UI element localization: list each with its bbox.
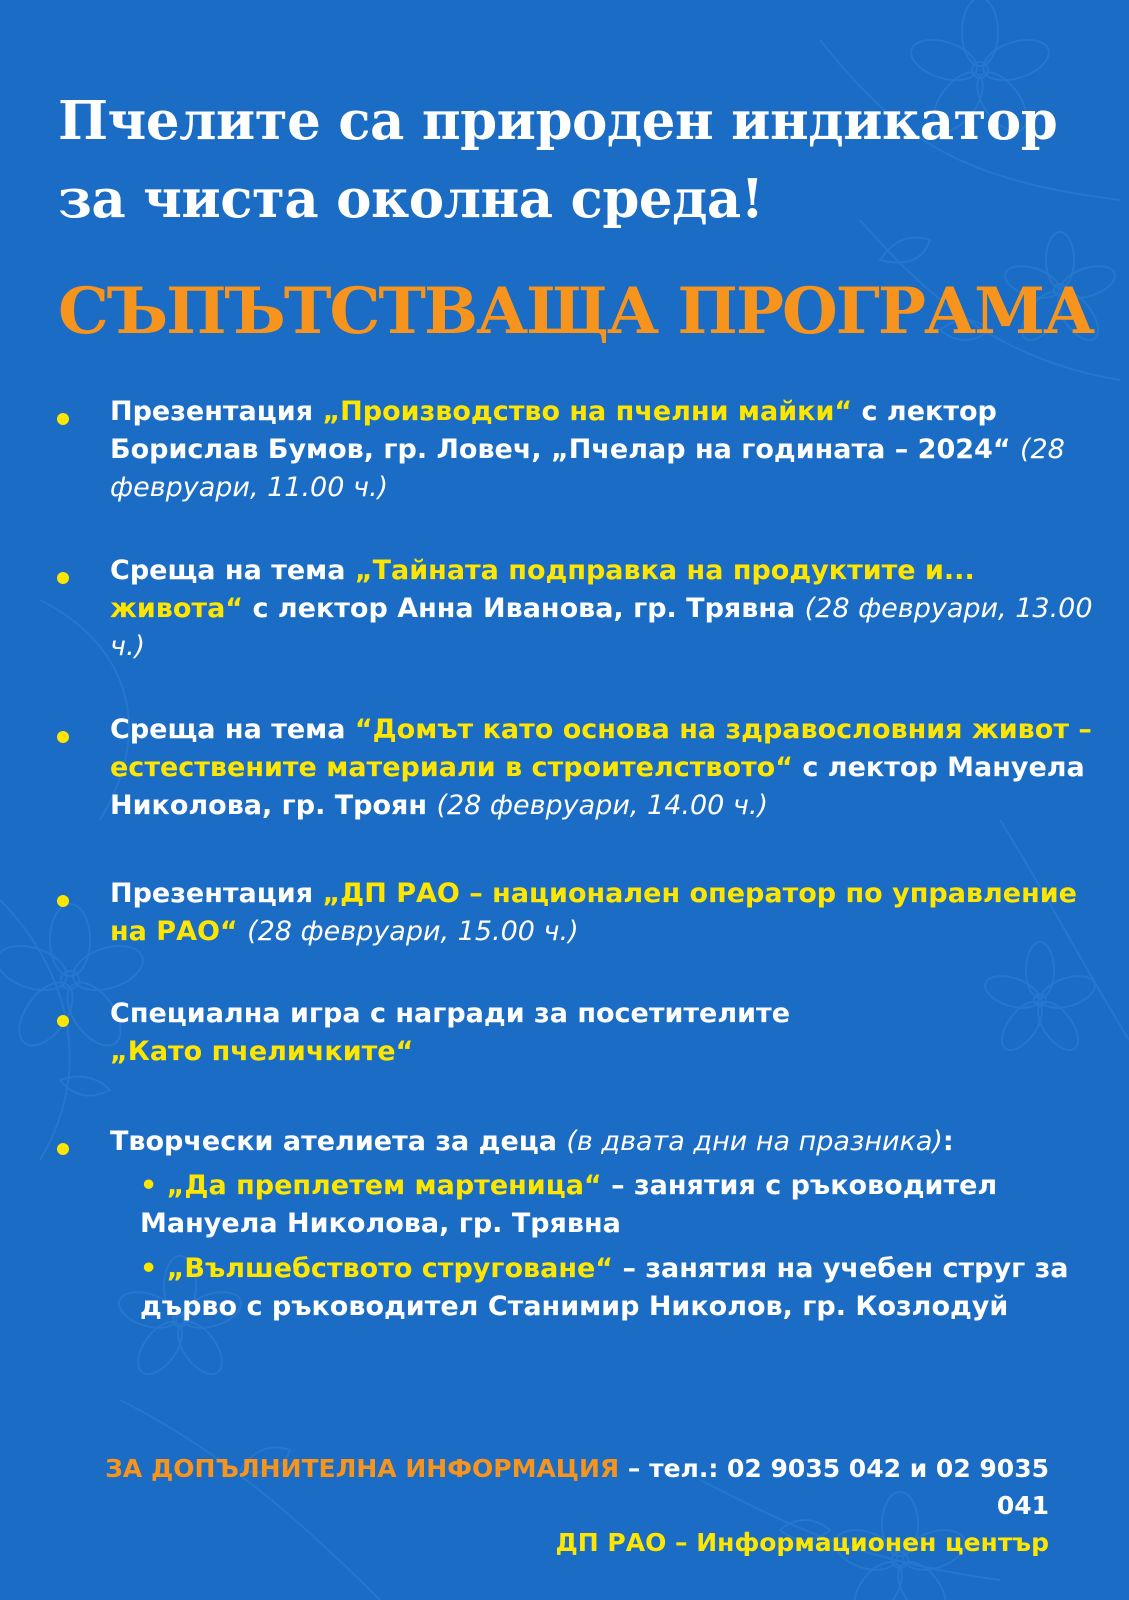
workshop-title: „Да преплетем мартеница“ [166, 1170, 602, 1201]
item-date: (28 февруари, 15.00 ч.) [247, 916, 579, 947]
bullet-icon [57, 572, 69, 584]
bullet-icon [57, 895, 69, 907]
item-date: (28 февруари, 13.00 ч.) [110, 593, 1093, 662]
item-date: (28 февруари, 14.00 ч.) [436, 790, 768, 821]
footer-organization: ДП РАО – Информационен център [555, 1528, 1049, 1557]
sub-bullet-icon: • [140, 1253, 158, 1284]
footer-label: ЗА ДОПЪЛНИТЕЛНА ИНФОРМАЦИЯ [105, 1454, 620, 1483]
item-prefix: Творчески ателиета за деца [110, 1126, 567, 1157]
item-prefix: Презентация [110, 396, 323, 427]
item-prefix: Специална игра с награди за посетителите [110, 998, 791, 1029]
bullet-icon [57, 731, 69, 743]
headline-line-2: за чиста околна среда! [58, 168, 764, 230]
contact-footer [49, 1450, 1049, 1561]
workshop-text: – занятия с ръководител Мануела Николова, гр. Трявна [140, 1170, 998, 1239]
bullet-icon [57, 1015, 69, 1027]
bullet-icon [57, 413, 69, 425]
item-text: с лектор Анна Иванова, гр. Трявна [243, 593, 805, 624]
workshop-title: „Вълшебството струговане“ [166, 1253, 614, 1284]
item-date: (28 февруари, 11.00 ч.) [110, 434, 1065, 503]
item-prefix: Среща на тема [110, 555, 355, 586]
headline [58, 82, 1098, 238]
item-title: „Като пчеличките“ [110, 1036, 414, 1067]
item-title: „Тайната подправка на продуктите и... живота“ [110, 555, 975, 624]
footer-phone: – тел.: 02 9035 042 и 02 9035 041 [619, 1454, 1049, 1520]
workshop-text: – занятия на учебен струг за дърво с ръководител Станимир Николов, гр. Козлодуй [140, 1253, 1069, 1322]
item-title: „Производство на пчелни майки“ [322, 396, 853, 427]
bullet-icon [57, 1143, 69, 1155]
workshop-item [140, 1250, 1100, 1326]
item-prefix: Среща на тема [110, 714, 355, 745]
item-title: “Домът като основа на здравословния живот – естествените материали в строителството“ [110, 714, 1092, 783]
item-title: „ДП РАО – национален оператор по управление на РАО“ [110, 878, 1077, 947]
item-text: с лектор Борислав Бумов, гр. Ловеч, „Пчелар на годината – 2024“ [110, 396, 1020, 465]
workshop-item [140, 1167, 1100, 1243]
item-date: (в двата дни на празника) [566, 1126, 943, 1157]
item-text: : [942, 1126, 954, 1157]
item-text: с лектор Мануела Николова, гр. Троян [110, 752, 1085, 821]
item-prefix: Презентация [110, 878, 323, 909]
headline-line-1: Пчелите са природен индикатор [58, 90, 1058, 152]
item-text [238, 916, 247, 947]
program-title: СЪПЪТСТВАЩА ПРОГРАМА [58, 274, 1094, 349]
sub-bullet-icon: • [140, 1170, 158, 1201]
